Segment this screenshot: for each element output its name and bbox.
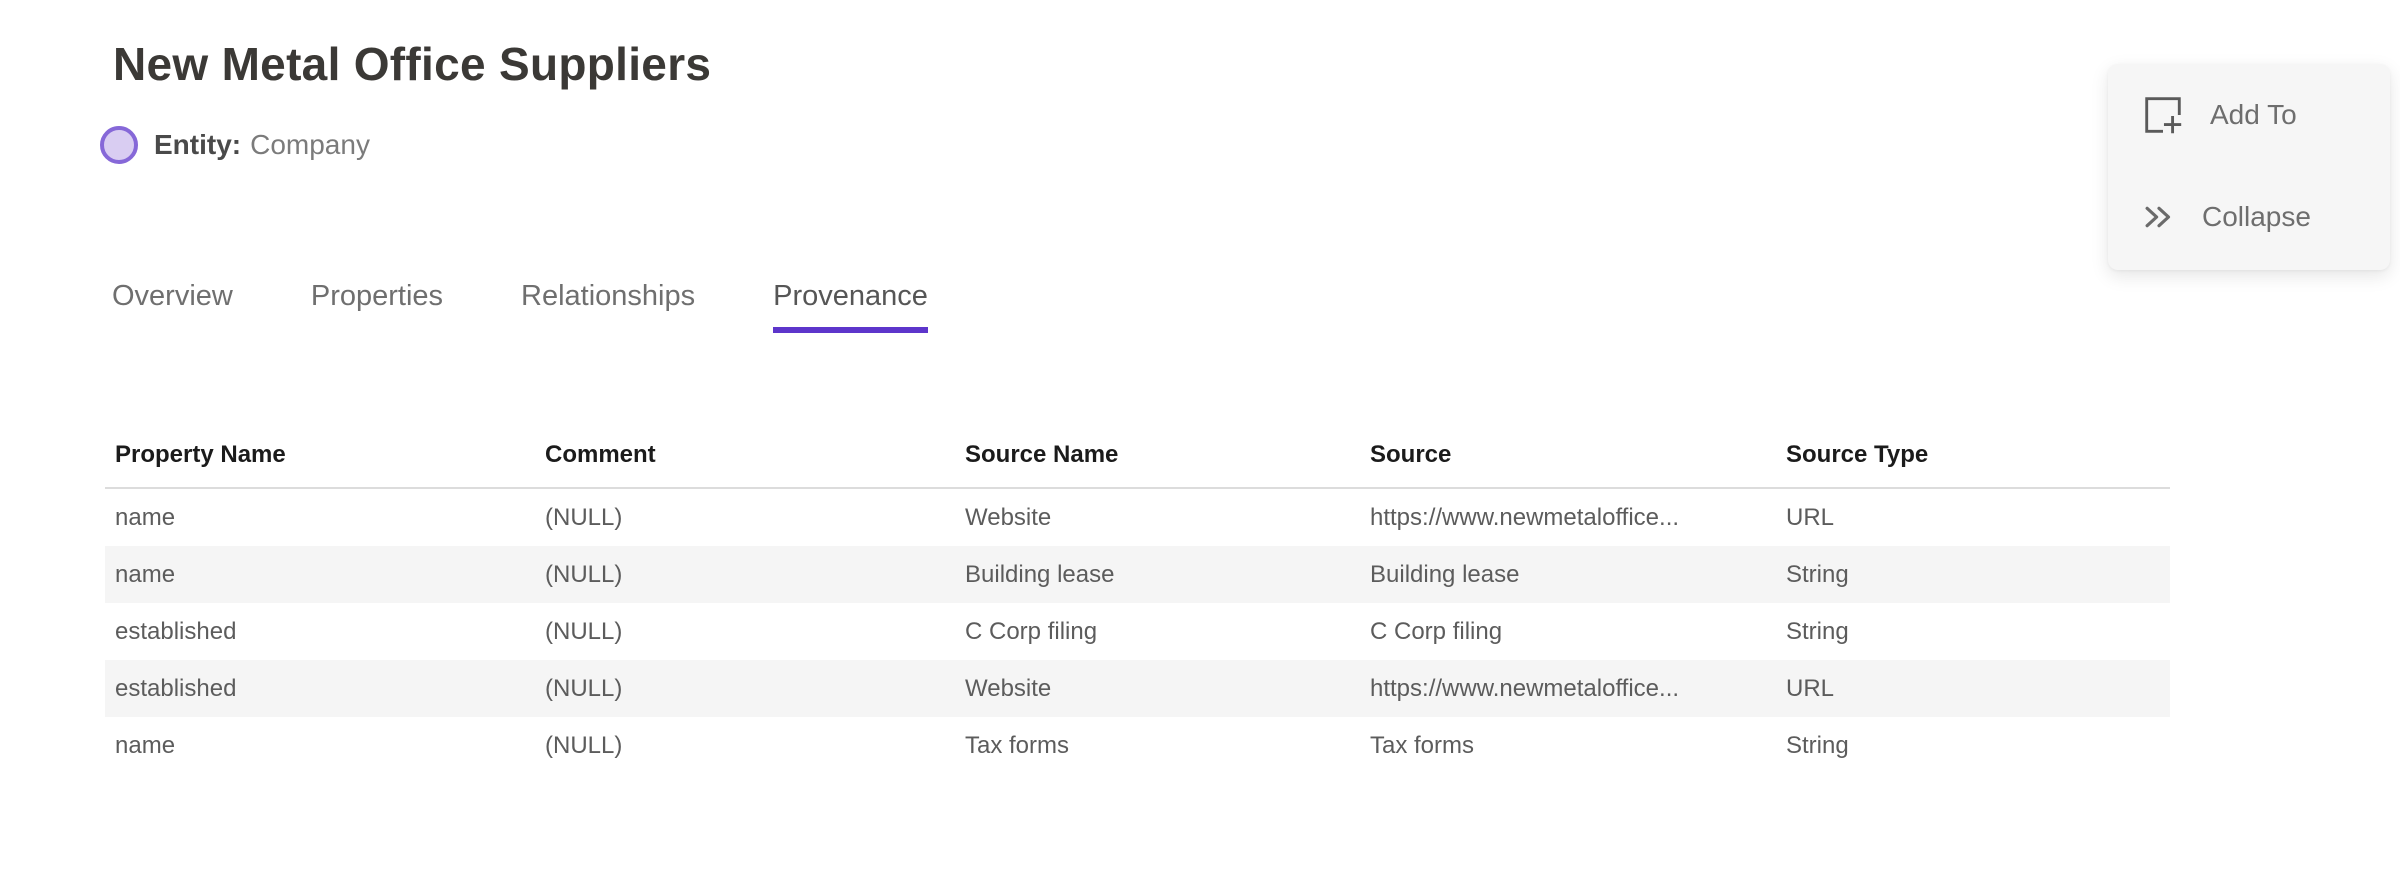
cell-property-name: name: [115, 504, 176, 531]
tab-properties[interactable]: Properties: [310, 280, 444, 312]
entity-detail-page: [0, 36, 2400, 774]
table-row[interactable]: [105, 717, 2170, 774]
tab-provenance[interactable]: Provenance: [773, 280, 928, 333]
column-header-source: Source: [1370, 441, 1452, 468]
cell-source-name: C Corp filing: [965, 618, 1098, 645]
cell-source-type: URL: [1786, 675, 1835, 702]
cell-source: C Corp filing: [1370, 618, 1503, 645]
table-row[interactable]: [105, 660, 2170, 717]
cell-comment: (NULL): [545, 504, 623, 531]
cell-source-type: URL: [1786, 504, 1835, 531]
action-panel: [2108, 64, 2390, 270]
entity-circle-icon: [100, 126, 138, 164]
tab-overview[interactable]: Overview: [112, 280, 233, 312]
cell-source: Building lease: [1370, 561, 1520, 588]
provenance-table: [105, 441, 2170, 774]
cell-comment: (NULL): [545, 732, 623, 759]
entity-label: Entity:: [154, 129, 242, 160]
cell-source: Tax forms: [1370, 732, 1475, 759]
tab-relationships[interactable]: Relationships: [521, 280, 696, 312]
column-header-source-type: Source Type: [1786, 441, 1929, 468]
column-header-property-name: Property Name: [115, 441, 286, 468]
cell-property-name: name: [115, 561, 176, 588]
table-header-row: [105, 441, 2170, 489]
entity-type-value: Company: [250, 129, 370, 160]
cell-source-name: Website: [965, 504, 1052, 531]
collapse-label: Collapse: [2202, 201, 2311, 232]
cell-source-type: String: [1786, 561, 1849, 588]
cell-property-name: name: [115, 732, 176, 759]
page-title: New Metal Office Suppliers: [113, 38, 712, 90]
add-to-label: Add To: [2210, 99, 2297, 130]
tab-bar: [112, 280, 2400, 333]
cell-source-type: String: [1786, 732, 1849, 759]
add-to-button[interactable]: [2140, 92, 2390, 138]
cell-property-name: established: [115, 618, 237, 645]
column-header-comment: Comment: [545, 441, 656, 468]
cell-source: https://www.newmetaloffice...: [1370, 675, 1680, 702]
table-row[interactable]: [105, 603, 2170, 660]
cell-comment: (NULL): [545, 561, 623, 588]
table-body: [105, 489, 2170, 774]
cell-comment: (NULL): [545, 675, 623, 702]
cell-source-name: Building lease: [965, 561, 1115, 588]
add-to-collection-icon: [2140, 92, 2186, 138]
collapse-button[interactable]: [2140, 198, 2390, 236]
cell-source-type: String: [1786, 618, 1849, 645]
double-chevron-right-icon: [2140, 198, 2178, 236]
cell-comment: (NULL): [545, 618, 623, 645]
cell-source-name: Tax forms: [965, 732, 1070, 759]
cell-property-name: established: [115, 675, 237, 702]
entity-type-row: [100, 126, 2400, 164]
cell-source-name: Website: [965, 675, 1052, 702]
table-row[interactable]: [105, 546, 2170, 603]
table-row[interactable]: [105, 489, 2170, 546]
cell-source: https://www.newmetaloffice...: [1370, 504, 1680, 531]
column-header-source-name: Source Name: [965, 441, 1119, 468]
